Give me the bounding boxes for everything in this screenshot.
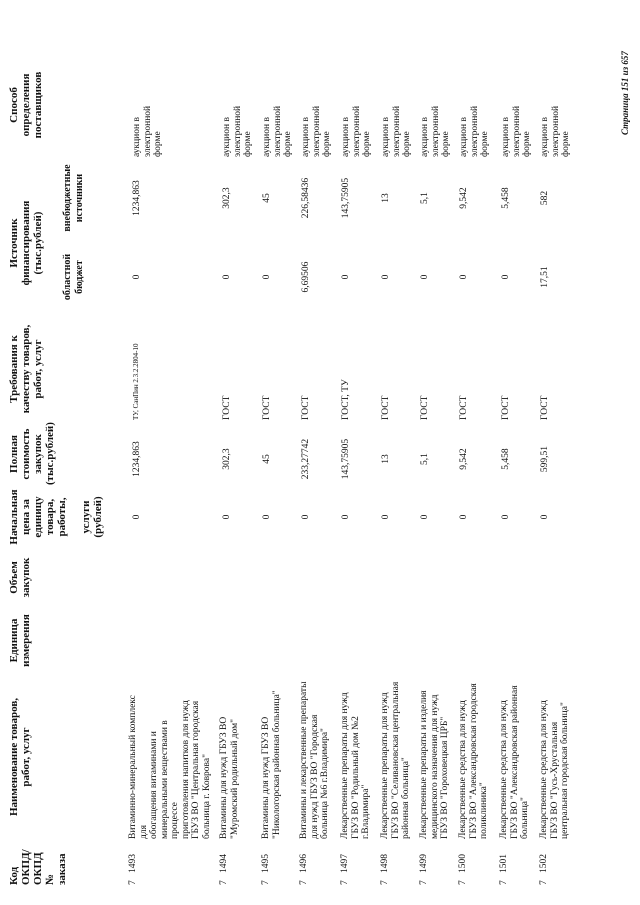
header-fin-line: (тыс.рублей) — [32, 211, 44, 275]
row-fin-budget: 0 — [381, 274, 391, 280]
row-requirements: ГОСТ — [381, 395, 391, 420]
row-total: 302,3 — [222, 448, 232, 470]
row-method-line: форме — [283, 131, 293, 157]
header-unit-line: измерения — [20, 614, 32, 667]
header-fin-extra-line: источники — [74, 173, 85, 223]
row-total: 1234,863 — [132, 441, 142, 477]
row-requirements: ГОСТ — [222, 395, 232, 420]
header-req-line: работ, услуг — [32, 339, 44, 399]
row-name-line: ГБУЗ ВО "Родильный дом №2 — [350, 716, 361, 839]
row-fin-budget: 0 — [341, 274, 351, 280]
row-fin-budget: 17,51 — [540, 266, 550, 288]
row-number: 1498 — [380, 854, 390, 873]
header-method-line: определения — [20, 73, 32, 137]
row-requirements: ГОСТ — [501, 395, 511, 420]
row-fin-extra: 143,75905 — [341, 177, 351, 219]
header-price-line — [68, 489, 80, 545]
header-name-line: Наименование товаров, — [8, 697, 20, 817]
header-fin-extra — [62, 159, 86, 237]
row-name — [261, 681, 282, 839]
row-name-line: Лекарственные препараты для нужд — [380, 692, 390, 839]
row-price: 0 — [501, 514, 511, 520]
row-name-line: медицинского назначения для нужд — [429, 694, 440, 839]
header-volume-line: закупок — [20, 557, 32, 598]
row-requirements: ГОСТ, ТУ — [341, 379, 351, 420]
row-name-line: ГБУЗ ВО "Александровская районная — [509, 685, 520, 839]
header-fin-line: Источник — [8, 218, 20, 268]
header-price — [8, 489, 104, 545]
row-method-line: форме — [153, 131, 163, 157]
row-name — [299, 681, 331, 839]
row-name-line: ГБУЗ ВО "Селивановская центральная — [390, 681, 401, 839]
row-method-line: электронной — [232, 105, 243, 157]
row-code: 7 — [499, 880, 509, 885]
row-method-line: форме — [402, 131, 412, 157]
row-price: 0 — [132, 514, 142, 520]
row-fin-extra: 5,458 — [501, 187, 511, 209]
row-code: 7 — [539, 880, 549, 885]
row-fin-extra: 5,1 — [420, 192, 430, 204]
row-name — [499, 681, 531, 839]
header-req-line: Требования к — [8, 335, 20, 403]
row-requirements: ГОСТ — [540, 395, 550, 420]
row-fin-budget: 0 — [222, 274, 232, 280]
header-total-line: Полная — [8, 435, 20, 473]
row-method-line: аукцион в — [301, 117, 311, 157]
row-name-line: центральная городская больница" — [560, 702, 570, 839]
row-fin-extra: 13 — [381, 193, 391, 203]
row-name — [380, 681, 412, 839]
row-method-line: форме — [441, 131, 451, 157]
header-requirements — [8, 319, 44, 419]
row-name — [340, 681, 372, 839]
row-name-line: больница №6 г.Владимира" — [320, 728, 330, 839]
row-price: 0 — [222, 514, 232, 520]
row-price: 0 — [459, 514, 469, 520]
row-code: 7 — [299, 880, 309, 885]
header-fin-budget-line: областной — [62, 253, 73, 301]
header-volume-line: Объем — [8, 561, 20, 594]
header-code-line: ОКПД/ — [20, 849, 32, 885]
row-requirements: ГОСТ — [262, 395, 272, 420]
row-method-line: аукцион в — [540, 117, 550, 157]
row-method-line: электронной — [430, 105, 441, 157]
header-code — [8, 841, 68, 885]
header-name-line: работ, услуг — [20, 727, 32, 787]
row-code: 7 — [219, 880, 229, 885]
row-total: 5,458 — [501, 448, 511, 470]
row-fin-budget: 0 — [420, 274, 430, 280]
row-fin-budget: 0 — [459, 274, 469, 280]
header-fin-budget-line: бюджет — [74, 260, 85, 294]
row-fin-budget: 0 — [501, 274, 511, 280]
header-fin-line: финансирования — [20, 200, 32, 286]
row-number: 1500 — [458, 854, 468, 873]
row-price: 0 — [301, 514, 311, 520]
header-volume — [8, 550, 32, 605]
row-method-line: аукцион в — [341, 117, 351, 157]
row-number: 1502 — [539, 854, 549, 873]
row-name-line: Витамины и лекарственные препараты — [299, 681, 309, 839]
row-method-line: форме — [322, 131, 332, 157]
row-fin-extra: 45 — [262, 193, 272, 203]
row-fin-extra: 1234,863 — [132, 180, 142, 216]
row-method-line: аукцион в — [381, 117, 391, 157]
row-price: 0 — [341, 514, 351, 520]
row-method-line: электронной — [391, 105, 402, 157]
row-method-line: электронной — [351, 105, 362, 157]
row-total: 143,75905 — [341, 438, 351, 480]
header-fin-extra-line: внебюджетные — [62, 164, 73, 232]
row-method-line: форме — [522, 131, 532, 157]
row-method — [540, 105, 572, 157]
row-requirements: ГОСТ — [459, 395, 469, 420]
header-total-line: стоимость — [20, 428, 32, 480]
row-name-line: больница" — [520, 797, 530, 839]
row-name-line: Лекарственные средства для нужд — [539, 700, 549, 839]
row-method-line: форме — [243, 131, 253, 157]
row-number: 1495 — [261, 854, 271, 873]
row-number: 1493 — [128, 854, 138, 873]
row-name — [458, 681, 490, 839]
row-code: 7 — [419, 880, 429, 885]
row-total: 45 — [262, 454, 272, 464]
row-method-line: форме — [561, 131, 571, 157]
row-fin-budget: 6,69506 — [301, 261, 311, 293]
row-total: 5,1 — [420, 453, 430, 465]
header-unit-line: Единица — [8, 618, 20, 663]
row-method-line: аукцион в — [132, 117, 142, 157]
header-financing — [8, 193, 44, 293]
row-name — [219, 681, 240, 839]
row-method — [381, 105, 413, 157]
row-name-line: Лекарственные препараты для нужд — [340, 692, 350, 839]
row-method — [301, 105, 333, 157]
row-method-line: электронной — [142, 105, 153, 157]
row-method-line: электронной — [272, 105, 283, 157]
header-price-line: товара, — [44, 498, 56, 536]
row-fin-extra: 582 — [540, 190, 550, 206]
header-method — [8, 57, 44, 153]
header-price-line: Начальная — [8, 489, 20, 545]
row-name-line: г.Владимира" — [361, 784, 371, 839]
header-price-line: услуги — [80, 500, 92, 534]
row-price: 0 — [420, 514, 430, 520]
row-requirements: ГОСТ — [301, 395, 311, 420]
row-name-line: для нужд ГБУЗ ВО "Городская — [309, 714, 320, 839]
row-name — [539, 681, 571, 839]
header-method-line: поставщиков — [32, 71, 44, 139]
row-name-line: обогащения витаминами и — [149, 731, 159, 839]
row-method-line: электронной — [550, 105, 561, 157]
row-name-line: Витаминно-минеральный комплекс для — [128, 695, 149, 839]
row-method-line: аукцион в — [420, 117, 430, 157]
header-req-line: качеству товаров, — [20, 324, 32, 414]
row-number: 1501 — [499, 854, 509, 873]
row-method — [341, 105, 373, 157]
row-name-line: приготовления напитков для нужд — [180, 700, 191, 839]
row-name-line: районная больница" — [401, 757, 411, 839]
header-total — [8, 423, 56, 485]
row-price: 0 — [381, 514, 391, 520]
row-code: 7 — [261, 880, 271, 885]
row-name — [419, 681, 451, 839]
row-name-line: Лекарственные препараты и изделия — [419, 690, 429, 839]
row-name-line: ГБУЗ ВО "Александровская городская — [468, 683, 479, 839]
row-fin-extra: 226,58436 — [301, 177, 311, 219]
row-method — [132, 105, 164, 157]
row-requirements: ТУ, СанПин 2.3.2.2804-10 — [132, 343, 140, 420]
row-name-line: минеральными веществами в процессе — [159, 720, 180, 839]
header-price-line: работы, — [56, 497, 68, 537]
row-name-line: Лекарственные средства для нужд — [458, 700, 468, 839]
header-total-line: закупок — [32, 434, 44, 474]
row-method-line: электронной — [469, 105, 480, 157]
row-method — [262, 105, 294, 157]
row-name-line: ГБУЗ ВО "Центральная городская — [191, 700, 201, 839]
page-number: Страница 151 из 657 — [620, 51, 630, 135]
row-method — [222, 105, 254, 157]
row-requirements: ГОСТ — [420, 395, 430, 420]
row-fin-extra: 302,3 — [222, 187, 232, 209]
row-fin-budget: 0 — [262, 274, 272, 280]
row-code: 7 — [380, 880, 390, 885]
header-price-line: единицу — [32, 496, 44, 538]
row-name-line: "Никологорская районная больница" — [271, 690, 282, 839]
row-name-line: ГБУЗ ВО "Гусь-Хрустальная — [549, 721, 560, 839]
row-method-line: электронной — [511, 105, 522, 157]
header-price-line: (рублей) — [92, 496, 104, 538]
row-number: 1499 — [419, 854, 429, 873]
header-unit — [8, 613, 32, 668]
row-method-line: электронной — [311, 105, 322, 157]
header-code-line: № заказа — [44, 853, 68, 885]
row-code: 7 — [128, 880, 138, 885]
row-method — [501, 105, 533, 157]
row-name-line: больница г. Коврова" — [201, 753, 212, 839]
row-name-line: Витамины для нужд ГБУЗ ВО — [261, 716, 271, 839]
row-method — [420, 105, 452, 157]
row-method-line: аукцион в — [501, 117, 511, 157]
row-method — [459, 105, 491, 157]
row-name-line: "Муромский родильный дом" — [229, 719, 240, 839]
header-price-line: цена за — [20, 499, 32, 535]
row-number: 1494 — [219, 854, 229, 873]
row-name-line: ГБУЗ ВО "Гороховецкая ЦРБ" — [440, 716, 450, 839]
row-method-line: аукцион в — [459, 117, 469, 157]
row-number: 1497 — [340, 854, 350, 873]
header-fin-budget — [62, 245, 86, 309]
row-fin-budget: 0 — [132, 274, 142, 280]
row-total: 233,27742 — [301, 438, 311, 480]
row-method-line: аукцион в — [222, 117, 232, 157]
row-method-line: форме — [480, 131, 490, 157]
row-name-line: Витамины для нужд ГБУЗ ВО — [219, 716, 229, 839]
row-method-line: форме — [362, 131, 372, 157]
row-method-line: аукцион в — [262, 117, 272, 157]
header-total-line: (тыс.рублей) — [44, 422, 56, 485]
header-code-line: ОКПД — [32, 852, 44, 885]
row-code: 7 — [340, 880, 350, 885]
header-method-line: Способ — [8, 87, 20, 123]
row-price: 0 — [262, 514, 272, 520]
row-name — [128, 681, 212, 839]
row-name-line: поликлиника" — [479, 782, 489, 839]
row-name-line: Лекарственные средства для нужд — [499, 700, 509, 839]
row-total: 9,542 — [459, 448, 469, 470]
row-number: 1496 — [299, 854, 309, 873]
header-code-line: Код — [8, 866, 20, 885]
row-fin-extra: 9,542 — [459, 187, 469, 209]
row-code: 7 — [458, 880, 468, 885]
row-price: 0 — [540, 514, 550, 520]
header-name — [8, 687, 32, 827]
row-total: 13 — [381, 454, 391, 464]
row-total: 599,51 — [540, 445, 550, 473]
